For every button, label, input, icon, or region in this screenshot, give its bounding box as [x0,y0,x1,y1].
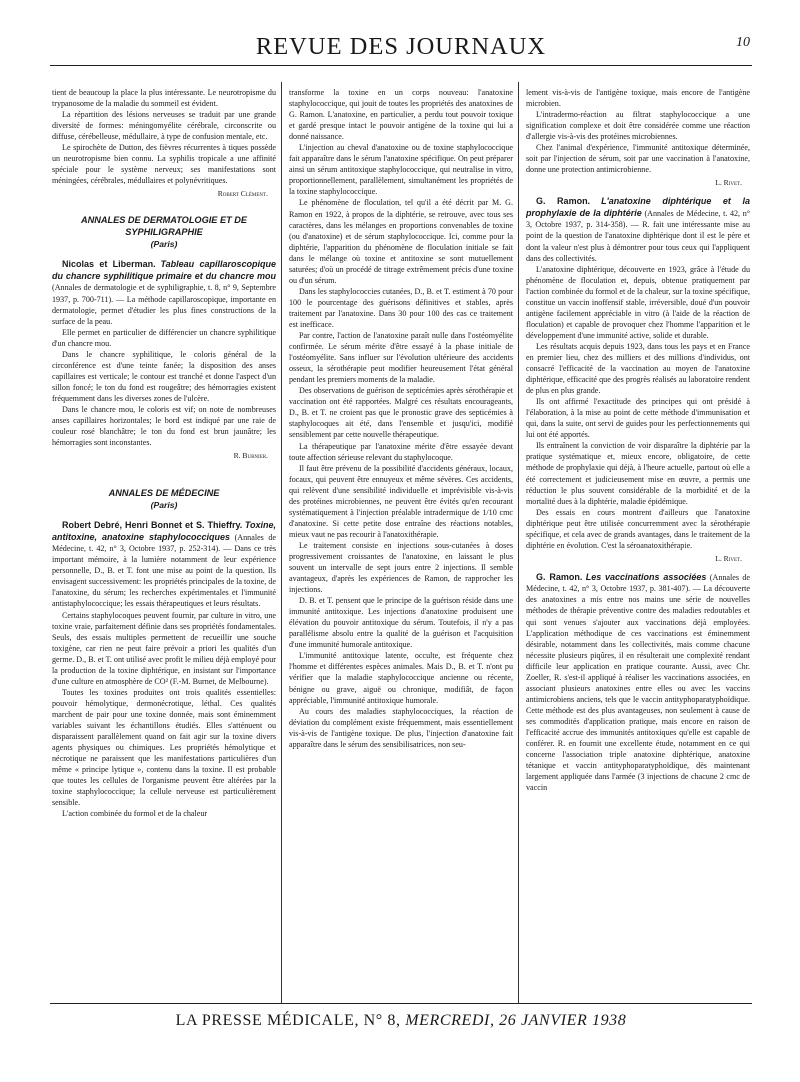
paragraph: Ils ont affirmé l'exactitude des principes qui ont présidé à l'élaboration, à la mise au point de cette méthode d'immunisation et qui, dans la suite, ont servi de guides pour les perfectionnements qui lui ont été apportés. [526,397,750,440]
paragraph: La thérapeutique par l'anatoxine mérite d'être essayée devant toute affection sérieuse relevant du staphylocoque. [289,441,513,462]
article-title: Toxine, antitoxine, anatoxine staphylococciques [52,520,276,542]
paragraph: Elle permet en particulier de différencier un chancre syphilitique d'un chancre mou. [52,327,276,348]
paragraph: D. B. et T. pensent que le principe de la guérison réside dans une immunité antitoxique. Les injections d'anatoxine produisent une élévation du pouvoir antitoxique du sérum. Toutefois, il n'y a pas parallélisme absolu entre la qualité de la guérison et l'acquisition d'une immunité humorale antitoxique. [289,596,513,650]
section-title: ANNALES DE MÉDECINE [108,488,220,499]
article-authors: G. Ramon. [536,571,583,582]
article-text: — La méthode capillaroscopique, importante en dermatologie, permet d'étudier les plus fines constructions de la surface de la peau. [52,294,276,326]
page-title: REVUE DES JOURNAUX [255,33,547,60]
article [52,520,276,609]
article-reference: (Annales de Médecine, t. 42, n° 3, Octobre 1937, p. 314-358). [526,208,750,230]
article-title: Les vaccinations associées [585,571,707,582]
article [52,259,276,326]
paragraph: Des essais en cours montrent d'ailleurs que l'anatoxine diphtérique peut être utilisée concurremment avec la sérothérapie spécifique, et cela avec de grands avantages, dans le traitement de la diphtérie en évolution. C'est la séroanatoxithérapie. [526,507,750,550]
paragraph: L'intradermo-réaction au filtrat staphylococcique a une signification complexe et doit être considérée comme une réaction d'allergie vis-à-vis des protéines microbiennes. [526,110,750,142]
paragraph: L'action combinée du formol et de la chaleur [62,809,208,819]
footer-journal: LA PRESSE MÉDICALE, N° 8, [175,1012,401,1029]
paragraph: Par contre, l'action de l'anatoxine paraît nulle dans l'ostéomyélite confirmée. Le sérum mérite d'être essayé à la phase initiale de l'ostéomyélite. Sans influer sur l'évolution ultérieure des accidents osseux, la sérothérapie peut modifier heureusement l'état général pendant les premiers moments de la maladie. [289,331,513,385]
paragraph: La répartition des lésions nerveuses se traduit par une grande diversité de formes: méningomyélite cérébrale, circonscrite ou diffuse, cérébelleuse, médullaire, à type de confusion mentale, etc. [52,110,276,142]
footer-rule [50,1003,752,1004]
page-footer [50,1012,752,1030]
paragraph: Chez l'animal d'expérience, l'immunité antitoxique déterminée, soit par l'injection de sérum, soit par une vaccination à l'anatoxine, donne une protection antimicrobienne. [526,143,750,175]
paragraph: Le phénomène de floculation, tel qu'il a été décrit par M. G. Ramon en 1922, à propos de la diphtérie, se retrouve, avec tous ses caractères, dans les mélanges en proportions convenables de toxine (ou d'anatoxine) et de sérum staphylococcique. Ici, comme pour la diphtérie, l'apparition du phénomène de floculation initiale se fait dans le mélange où toxine et antitoxine se sont mutuellement saturées; d'où un procédé de titrage extrêmement précis d'une toxine ou d'un sérum. [289,198,513,285]
author-signature: L. Rivet. [715,178,742,188]
section-city: (Paris) [150,239,178,250]
paragraph: L'immunité antitoxique latente, occulte, est fréquente chez l'homme et différentes espèces animales. Mais D., B. et T. n'ont pu vérifier que la maladie staphylococcique ancienne ou récente, bénigne ou grave, aiguë ou chronique, modifiât, de façon appréciable, l'immunité antitoxique humorale. [289,651,513,705]
article-authors: Robert Debré, Henri Bonnet et S. Thieffry. [62,520,243,531]
column-divider [518,82,519,1003]
column-2 [289,87,513,1003]
article-authors: G. Ramon. [536,196,591,207]
column-3 [526,87,750,1003]
author-signature: L. Rivet. [715,553,742,563]
paragraph: Au cours des maladies staphylococciques, la réaction de déviation du complément existe fréquemment, mais essentiellement vis-à-vis de l'antigène toxique. De plus, l'injection d'anatoxine fait apparaître dans le sérum des sensibilisatrices, non seu- [289,706,513,749]
paragraph: transforme la toxine en un corps nouveau: l'anatoxine staphylococcique, qui jouit de toutes les propriétés des anatoxines de G. Ramon. L'anatoxine, en particulier, a perdu tout pouvoir toxique et gardé presque intact le pouvoir antigène de la toxine qui lui a donné naissance. [289,88,513,142]
author-signature: R. Burnier. [233,451,268,461]
column-1 [52,87,276,1003]
page-number: 10 [736,35,750,50]
paragraph: Dans le chancre syphilitique, le coloris général de la circonférence est d'une teinte fanée; la disposition des anses capillaires est verticale; le contour est tranché et donne l'aspect d'un sillon foncé; le ton du fond est rougeâtre; des hémorragies existent fréquemment dans les diverses zones de l'ulcère. [52,349,276,403]
paragraph: Le traitement consiste en injections sous-cutanées à doses progressivement croissantes de l'anatoxine, en laissant le plus souvent un intervalle de sept jours entre 2 injections. Il semble avantageux, d'après les expériences de Ramon, de rapprocher les injections. [289,540,513,595]
article-title: L'anatoxine diphtérique et la prophylaxie de la diphtérie [526,196,750,218]
article-text: — Dans ce très important mémoire, à la lumière notamment de leur expérience personnelle, D., B. et T. font une mise au point de la question. Ils envisagent successivement: les propriétés principales de la toxine, de l'anatoxine, du sérum; les recherches expérimentales et l'immunité antistaphylococcique; les essais thérapeutiques et leurs résultats. [52,544,276,609]
article-authors: Nicolas et Liberman. [62,259,156,270]
paragraph: Il faut être prévenu de la possibilité d'accidents généraux, locaux, focaux, qui peuvent être ennuyeux et même sévères. Ces accidents, qui relèvent d'une sensibilité individuelle et imprévisible vis-à-vis des protéines microbiennes, ne peuvent être évités qu'en recourant systématiquement à l'injection préalable intradermique de 1/10 cmc d'anatoxine. Si cette petite dose entraîne des réactions notables, mieux vaut ne pas recourir à l'anatoxithérapie. [289,463,513,539]
footer-date: MERCREDI, 26 JANVIER 1938 [405,1012,627,1029]
section-title: ANNALES DE DERMATOLOGIE ET DE SYPHILIGRAPHIE [80,215,248,238]
paragraph: lement vis-à-vis de l'antigène toxique, mais encore de l'antigène microbien. [526,88,750,109]
article [526,572,750,793]
paragraph: L'anatoxine diphtérique, découverte en 1923, grâce à l'étude du phénomène de floculation et, depuis, obtenue pratiquement par l'action combinée du formol et de la chaleur, sur la toxine spécifique, constitue un vaccin inoffensif stable, irréversible, doué d'un pouvoir antigène facilement appréciable in vitro (à l'aide de la réaction de floculation) et capable de provoquer chez l'homme l'apparition et le développement d'une immunité active, solide et durable. [526,264,750,340]
article-title: Tableau capillaroscopique du chancre syphilitique primaire et du chancre mou [52,259,276,281]
paragraph: Dans les staphylococcies cutanées, D., B. et T. estiment à 70 pour 100 le pourcentage des guérisons définitives et stables, après traitement par l'anatoxine. Dans 30 pour 100 des cas ce traitement est inefficace. [289,286,513,329]
masthead [50,33,752,69]
paragraph: Les résultats acquis depuis 1923, dans tous les pays et en France en premier lieu, chez des milliers et des millions d'individus, ont consacré l'efficacité de la vaccination au moyen de l'anatoxine diphtérique, efficacité que des progrès réalisés au laboratoire rendent de plus en plus grande. [526,341,750,396]
article-reference: (Annales de Médecine, t. 42, n° 3, Octobre 1937, p. 252-314). [52,532,276,554]
paragraph: Dans le chancre mou, le coloris est vif; on note de nombreuses anses capillaires horizontales; le bord est indiqué par une raie de couleur rosé blanchâtre; le ton du fond est brun jaunâtre; les hémorragies sont inconstantes. [52,404,276,448]
paragraph: Toutes les toxines produites ont trois qualités essentielles: pouvoir hémolytique, dermonécrotique, léthal. Ces qualités marchent de pair pour une toxine donnée, mais sont éminemment variables suivant les échantillons étudiés. Elles s'atténuent ou disparaissent parallèlement quand on fait agir sur la toxine divers agents physiques ou chimiques. Les propriétés hémolytique et nécrotique ne paraissent que les manifestations particulières d'un même « principe lytique », contenu dans la toxine. Il est probable que toutes les cellules de l'organisme peuvent être altérées par la toxine staphylococcique; la cellule nerveuse est particulièrement sensible. [52,687,276,808]
article-text: — La découverte des anatoxines a mis entre nos mains une série de nouvelles méthodes de thérapie préventive contre des maladies redoutables et qui sont venues s'ajouter aux vaccinations déjà employées. L'application méthodique de ces vaccinations est éminemment désirable, notamment dans les collectivités, mais comme chacune nécessite plusieurs piqûres, il en résulterait une complexité rendant difficile leur application en pratique courante. Aussi, avec Chr. Zoeller, R. s'est-il appliqué à réaliser les vaccinations associées, en associant plusieurs anatoxines entre elles ou avec les vaccins antimicrobiens anciens, tels que le vaccin antityphoparatyphoïdique. Cette méthode est des plus avantageuses, non seulement à cause de ses commodités d'application pratique, mais encore en raison de l'efficacité accrue des immunités antitoxiques qu'elle est capable de conférer. R. en fournit une excellente étude, notamment en ce qui concerne l'association triple anatoxine diphtérique, anatoxine tétanique et vaccin antityphoparatyphoïdique, dès maintenant largement appliquée dans l'armée (3 injections de chacune 2 cmc de vaccin [526,584,750,793]
article-reference: (Annales de dermatologie et de syphiligraphie, t. 8, n° 9, Septembre 1937, p. 700-711). [52,283,276,304]
column-divider [281,82,282,1003]
paragraph: Des observations de guérison de septicémies après sérothérapie et vaccination ont été rapportées. Malgré ces résultats encourageants, D., B. et T. ne croient pas que le pronostic grave des septicémies à staphylocoques ait été, dans l'ensemble et jusqu'ici, modifié sensiblement par cette nouvelle thérapeutique. [289,386,513,440]
paragraph: tient de beaucoup la place la plus intéressante. Le neurotropisme du trypanosome de la maladie du sommeil est évident. [52,88,276,109]
section-city: (Paris) [150,500,178,511]
paragraph: Ils entraînent la conviction de voir disparaître la diphtérie par la pratique systématique et, mieux encore, obligatoire, de cette méthode de prophylaxie qui déjà, à l'heure actuelle, partout où elle a été correctement et judicieusement mise en œuvre, a permis une réduction le plus souvent considérable de la morbidité et de la mortalité dues à la diphtérie, maladie épidémique. [526,441,750,506]
article-text: — R. fait une intéressante mise au point de la question de l'anatoxine diphtérique dont il est le père et dont la valeur n'est plus à démontrer pour tous ceux qui l'appliquent dans des collectivités. [526,220,750,263]
article-reference: (Annales de Médecine, t. 42, n° 3, Octobre 1937, p. 381-407). [526,572,750,594]
header-rule [50,65,752,66]
article [526,196,750,263]
paragraph: Certains staphylocoques peuvent fournir, par culture in vitro, une toxine vraie, parfaitement définie dans ses propriétés fondamentales. Seuls, des essais multiples permettent de recueillir une souche toxigène, car rien ne peut faire prévoir a priori les qualités d'un germe. D., B. et T. ont utilisé avec profit le milieu déjà employé pour la production de la toxine diphtérique, en insistant sur l'importance d'une culture en atmosphère de CO² (F.-M. Burnet, de Melbourne). [52,610,276,686]
paragraph: L'injection au cheval d'anatoxine ou de toxine staphylococcique fait apparaître dans le sérum l'anatoxine spécifique. On peut préparer ainsi un sérum antitoxique staphylococcique, qui neutralise in vitro, proportionnellement, parallèlement, simultanément les propriétés de la toxine staphylococcique. [289,143,513,197]
author-signature: Robert Clément. [217,189,268,199]
paragraph: Le spirochète de Dutton, des fièvres récurrentes à tiques possède un neurotropisme bien connu. La syphilis tropicale a une affinité spéciale pour le système nerveux; ses manifestations sont méningées, cérébrales, médullaires et polynévritiques. [52,143,276,186]
